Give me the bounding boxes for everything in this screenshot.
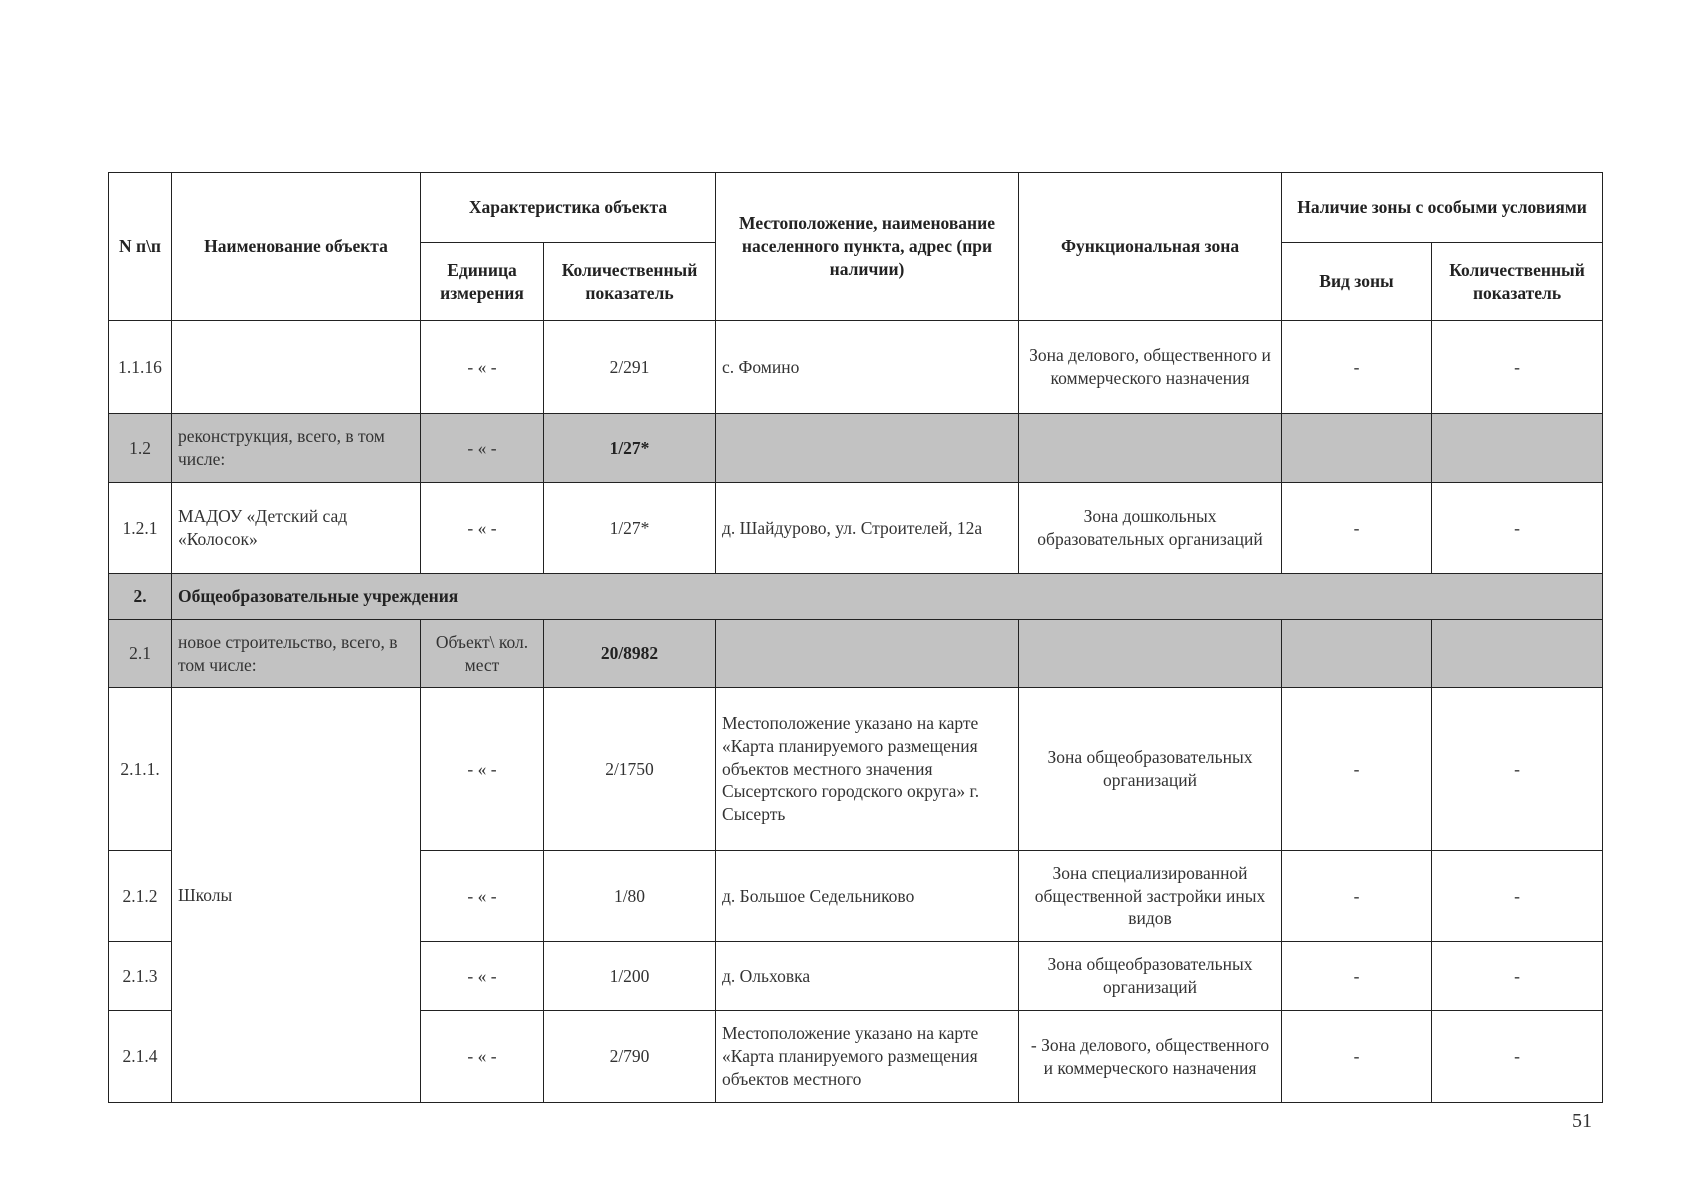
- row-num: 2.1.4: [109, 1011, 172, 1103]
- row-unit: - « -: [421, 1011, 544, 1103]
- row-quantity: 1/27*: [544, 414, 716, 483]
- section-num: 2.: [109, 574, 172, 620]
- row-num: 2.1: [109, 620, 172, 688]
- row-num: 1.2.1: [109, 483, 172, 574]
- row-quantity: 1/200: [544, 942, 716, 1011]
- row-quantity: 2/291: [544, 321, 716, 414]
- header-special-zone: Наличие зоны с особыми условиями: [1282, 173, 1603, 243]
- row-zone: [1019, 414, 1282, 483]
- row-num: 2.1.3: [109, 942, 172, 1011]
- section-title: Общеобразовательные учреждения: [172, 574, 1603, 620]
- row-location: с. Фомино: [716, 321, 1019, 414]
- row-zone-type: -: [1282, 1011, 1432, 1103]
- header-zone-type: Вид зоны: [1282, 243, 1432, 321]
- row-zone: Зона общеобразовательных организаций: [1019, 688, 1282, 851]
- row-zone: Зона специализированной общественной застройки иных видов: [1019, 851, 1282, 942]
- table-row: [109, 688, 1603, 851]
- row-zone-quantity: -: [1432, 321, 1603, 414]
- row-location: [716, 620, 1019, 688]
- row-name: реконструкция, всего, в том числе:: [172, 414, 421, 483]
- row-zone-type: [1282, 414, 1432, 483]
- row-zone-type: -: [1282, 942, 1432, 1011]
- row-zone: Зона делового, общественного и коммерческого назначения: [1019, 321, 1282, 414]
- row-location: [716, 414, 1019, 483]
- row-num: 1.1.16: [109, 321, 172, 414]
- row-zone-quantity: -: [1432, 1011, 1603, 1103]
- row-zone: Зона общеобразовательных организаций: [1019, 942, 1282, 1011]
- row-quantity: 1/80: [544, 851, 716, 942]
- row-name: новое строительство, всего, в том числе:: [172, 620, 421, 688]
- header-zone: Функциональная зона: [1019, 173, 1282, 321]
- row-zone-type: -: [1282, 851, 1432, 942]
- row-quantity: 1/27*: [544, 483, 716, 574]
- header-num: N п\п: [109, 173, 172, 321]
- header-quantity: Количественный показатель: [544, 243, 716, 321]
- row-quantity: 2/790: [544, 1011, 716, 1103]
- header-row-top: [109, 173, 1603, 243]
- row-location: д. Шайдурово, ул. Строителей, 12а: [716, 483, 1019, 574]
- table-row: [109, 321, 1603, 414]
- row-name: МАДОУ «Детский сад «Колосок»: [172, 483, 421, 574]
- row-quantity: 2/1750: [544, 688, 716, 851]
- row-zone-type: -: [1282, 321, 1432, 414]
- header-characteristic: Характеристика объекта: [421, 173, 716, 243]
- row-unit: - « -: [421, 321, 544, 414]
- row-location: Местоположение указано на карте «Карта планируемого размещения объектов местного: [716, 1011, 1019, 1103]
- row-zone-quantity: -: [1432, 851, 1603, 942]
- row-unit: - « -: [421, 483, 544, 574]
- header-location: Местоположение, наименование населенного пункта, адрес (при наличии): [716, 173, 1019, 321]
- row-zone-quantity: [1432, 414, 1603, 483]
- row-unit: Объект\ кол. мест: [421, 620, 544, 688]
- row-zone: - Зона делового, общественного и коммерческого назначения: [1019, 1011, 1282, 1103]
- row-num: 2.1.1.: [109, 688, 172, 851]
- row-zone: Зона дошкольных образовательных организаций: [1019, 483, 1282, 574]
- objects-table: [108, 172, 1603, 1103]
- table-row-subtotal: [109, 620, 1603, 688]
- row-zone-type: -: [1282, 483, 1432, 574]
- row-name-schools: Школы: [172, 688, 421, 1103]
- table-row: [109, 483, 1603, 574]
- row-unit: - « -: [421, 414, 544, 483]
- page-number: 51: [1572, 1110, 1592, 1132]
- row-unit: - « -: [421, 688, 544, 851]
- row-zone: [1019, 620, 1282, 688]
- row-quantity: 20/8982: [544, 620, 716, 688]
- row-location: д. Ольховка: [716, 942, 1019, 1011]
- row-zone-quantity: -: [1432, 942, 1603, 1011]
- row-zone-type: [1282, 620, 1432, 688]
- row-zone-type: -: [1282, 688, 1432, 851]
- row-location: д. Большое Седельниково: [716, 851, 1019, 942]
- section-row: [109, 574, 1603, 620]
- row-location: Местоположение указано на карте «Карта планируемого размещения объектов местного значения Сысертского городского округа» г. Сысерть: [716, 688, 1019, 851]
- row-unit: - « -: [421, 851, 544, 942]
- header-zone-quantity: Количественный показатель: [1432, 243, 1603, 321]
- row-num: 2.1.2: [109, 851, 172, 942]
- row-zone-quantity: [1432, 620, 1603, 688]
- header-name: Наименование объекта: [172, 173, 421, 321]
- row-unit: - « -: [421, 942, 544, 1011]
- table-row-subtotal: [109, 414, 1603, 483]
- row-zone-quantity: -: [1432, 483, 1603, 574]
- row-name: [172, 321, 421, 414]
- header-unit: Единица измерения: [421, 243, 544, 321]
- row-zone-quantity: -: [1432, 688, 1603, 851]
- row-num: 1.2: [109, 414, 172, 483]
